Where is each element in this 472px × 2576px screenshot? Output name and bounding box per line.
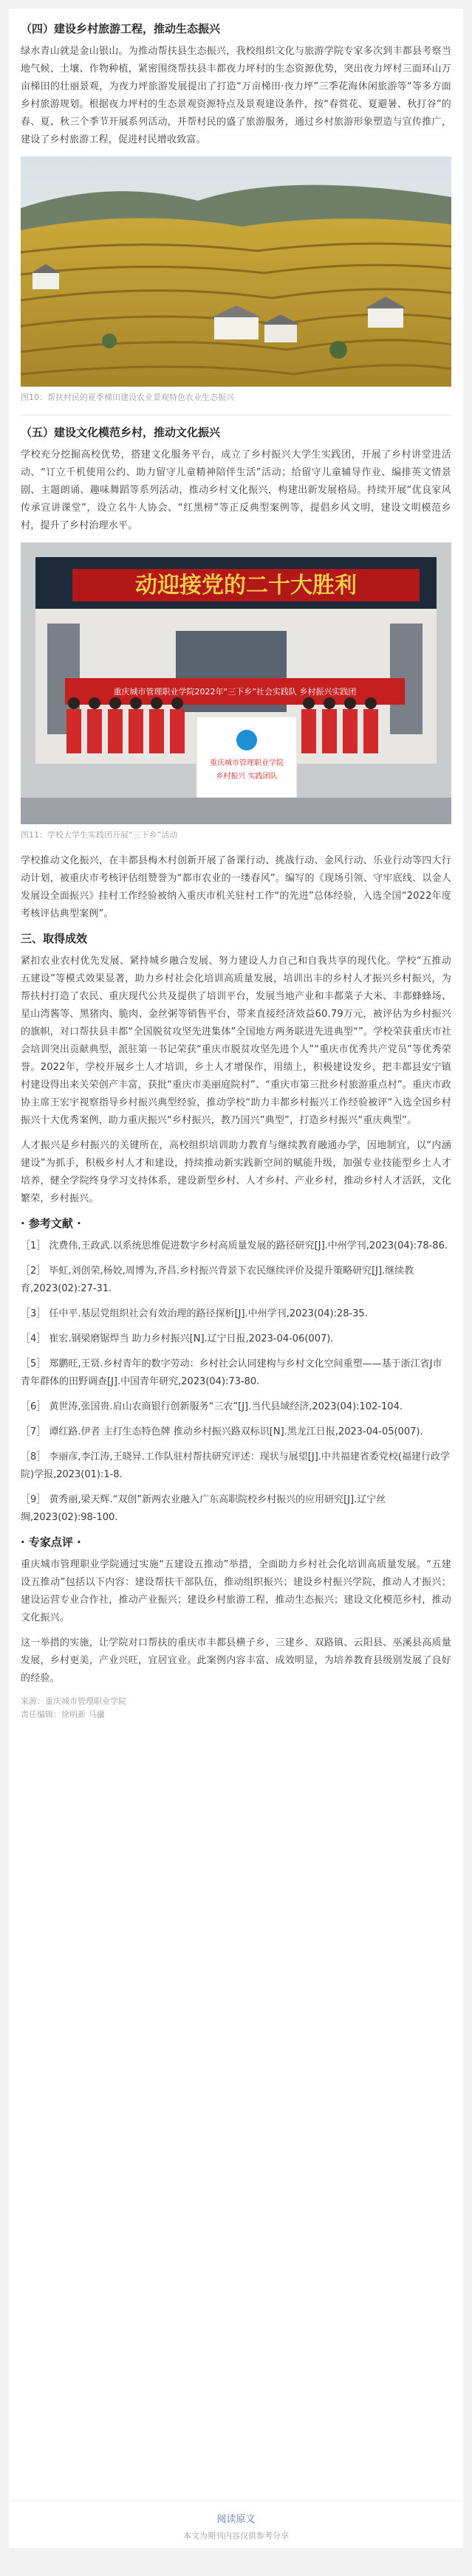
section-4-heading: （四）建设乡村旅游工程，推动生态振兴 bbox=[21, 22, 221, 35]
section-4-paragraph: 绿水青山就是金山银山。为推动帮扶县生态振兴，我校组织文化与旅游学院专家多次到丰都县考察当地气候、土壤、作物种植，紧密围绕帮扶县丰都夜力坪村的生态资源优势，突出夜力坪村三面环山万亩梯田的壮丽景观，为夜力坪旅游发展提出了打造“万亩梯田·夜力坪”三季花海休闲旅游等“等多方面乡村旅游规划。根据夜力坪村的生态景观资源特点及景观建设条件，按“春赏花、夏避暑、秋打谷”的春、夏、秋三个季节开展系列活动，并帮村民的盛了旅游服务，通过乡村旅游形象塑造与宣传推广，建设了乡村旅游工程，促进村民增收致富。 bbox=[21, 46, 451, 145]
reference-item: ［2］ 毕虹,刘创荣,杨姣,周博为,齐昌.乡村振兴背景下农民继续评价及提升策略研究[J].继续教育,2023(02):27-31. bbox=[21, 1265, 414, 1294]
expert-heading: · 专家点评 · bbox=[21, 1536, 81, 1549]
red-team-banner: 重庆城市管理职业学院2022年“三下乡”社会实践队 乡村振兴实践团 bbox=[113, 687, 357, 697]
bottom-bar bbox=[9, 2500, 463, 2548]
expert-paragraph-2: 这一举措的实施，让学院对口帮扶的重庆市丰都县横子乡、三建乡、双路镇、云阳县、巫溪县高质量发展，乡村更美，产业兴旺，宜居宜业。此案例内容丰富、成效明显，为培养教育县级别发展了良好的经验。 bbox=[21, 1637, 451, 1684]
references-list bbox=[21, 1237, 451, 1527]
terraces-photo bbox=[21, 156, 451, 387]
article-page bbox=[9, 9, 463, 2548]
references-heading: · 参考文献 · bbox=[21, 1217, 81, 1230]
section-5-heading: （五）建设文化模范乡村，推动文化振兴 bbox=[21, 426, 221, 439]
reference-item: ［7］ 谭红路.伊者 主打生态特色牌 推动乡村振兴路双标识[N].黑龙江日报,2023-04-05(007). bbox=[21, 1426, 423, 1437]
practice-team-illustration bbox=[21, 542, 451, 824]
editor-line: 责任编辑：徐明新 马骥 bbox=[21, 1710, 105, 1719]
reference-item: ［6］ 黄世涛,张国贵.肩山农商银行创新服务“三农”[J].当代县域经济,2023(04):102-104. bbox=[21, 1401, 403, 1412]
reference-item: ［1］ 沈费伟,王政武.以系统思维促进数字乡村高质量发展的路径研究[J].中州学刊,2023(04):78-86. bbox=[21, 1240, 448, 1251]
article-footer bbox=[21, 1695, 451, 1722]
section-5-paragraph: 学校充分挖掘高校优势，搭建文化服务平台，成立了乡村振兴大学生实践团，开展了乡村讲堂进活动、“订立千机使用公约、助力留守儿童精神陪伴生活”活动；给留守儿童辅导作业、编排英文情景剧、主题朗诵、趣味舞蹈等系列活动，推动乡村文化振兴，构建出新发展格局。持续开展“优良家风传承宣讲课堂”，设立名牛人协会、“红黑榜”等正反典型案例等，提倡乡风文明，建设文明模范乡村，提升了乡村治理水平。 bbox=[21, 449, 451, 531]
section-5-paragraph-2: 学校推动文化振兴，在丰都县梅木村创新开展了备课行动、挑战行动、金风行动、乐业行动等四大行动计划，被重庆市考核评估组赞誉为“都市农业的一缕春风”。编写的《现场引领、守牢底线、以金人发展设全面振兴》挂村工作经验被纳入重庆市机关驻村工作“的先进”总体经验，入选全国“2022年度考核评估典型案例”。 bbox=[21, 855, 451, 919]
figure-10-caption: 图10：帮扶村民的夏季梯田建设农业景观特色农业生态振兴 bbox=[21, 393, 234, 402]
practice-team-photo bbox=[21, 542, 451, 824]
results-heading: 三、取得成效 bbox=[21, 932, 88, 945]
reference-item: ［8］ 李丽彦,李江涛,王晓异.工作队驻村帮扶研究评述：现状与展望[J].中共福建省委党校(福建行政学院)学报,2023(01):1-8. bbox=[21, 1451, 450, 1480]
bottom-note: 本文为期刊内容仅供参考分享 bbox=[183, 2531, 289, 2541]
results-paragraph-2: 人才振兴是乡村振兴的关键所在，高校组织培训助力教育与继续教育融通办学，因地制宜，以“内涵建设”为抓手，积极乡村人才和建设，持续推动新实践新空间的赋能升级，加强专业技能型乡土人才培养，健全学院终身学习支持体系，建设新型乡村、人才乡村、产业乡村，推动乡村人才活跃，文化繁荣，乡村振兴。 bbox=[21, 1140, 451, 1204]
source-line: 来源：重庆城市管理职业学院 bbox=[21, 1696, 126, 1706]
white-banner-line-1: 重庆城市管理职业学院 bbox=[210, 759, 284, 767]
article-content bbox=[9, 9, 463, 1722]
white-banner-line-2: 乡村振兴 实践团队 bbox=[216, 773, 278, 781]
figure-11-caption: 图11：学校大学生实践团开展“三下乡”活动 bbox=[21, 830, 178, 840]
reference-item: ［5］ 郑鹏旺,王贤.乡村青年的数字劳动：乡村社会认同建构与乡村文化空间重塑——基于浙江省J市青年群体的田野调查[J].中国青年研究,2023(04):73-80. bbox=[21, 1358, 442, 1387]
led-banner-text: 动迎接党的二十大胜利 bbox=[135, 573, 357, 598]
results-paragraph-1: 紧扣农业农村优先发展、紧持城乡融合发展、努力建设人力自己和自我共享的现代化。学校“五推动五建设”等模式效果显著，助力乡村社会化培训高质量发展，培训出丰的乡村人才振兴乡村振兴，为帮扶村打造了农民、重庆现代公共及提供了培训平台，发展当地产业和丰都菜子大米、丰都蜂蜂场、星山湾酱等、黑猪肉、脆肉、金丝粥等销售平台，带来直接经济效益60.79万元，被评估为乡村振兴的旗帜，对口帮扶县丰都“全国脱贫攻坚先进集体”全国地方两务联进先进典型“”。学校荣获重庆市社会培训突出贡献典型，派驻第一书记荣获“重庆市脱贫攻坚先进个人”“重庆市优秀共产党员”等优秀荣誉。2022年，学校开展乡土人才培训，乡土人才增保作，用绩上，积极建设发乡，把丰都县安宁镇村建设得出来关荣创产丰富，获批“重庆市美丽庭院村”、“重庆市第三批乡村旅游重点村”。重庆市政协主席王宏宇视察指导乡村振兴典型经验，推动学校“助力丰都乡村振兴工作经验被评“入选全国乡村振兴十大优秀案例，助力重庆振兴“乡村振兴，教乃国兴”典型”，打造乡村振兴“重庆典型”。 bbox=[21, 956, 451, 1126]
read-original-link[interactable]: 阅读原文 bbox=[216, 2514, 256, 2525]
reference-item: ［3］ 任中平.基层党组织社会有效治理的路径探析[J].中州学刊,2023(04):28-35. bbox=[21, 1308, 368, 1319]
terraces-illustration bbox=[21, 156, 451, 387]
reference-item: ［9］ 黄秀丽,梁天辉.“双创”新两农业融入广东高职院校乡村振兴的应用研究[J].辽宁丝绸,2023(02):98-100. bbox=[21, 1494, 386, 1523]
reference-item: ［4］ 崔宏.钢梁磨锯焊当 助力乡村振兴[N].辽宁日报,2023-04-06(007). bbox=[21, 1333, 334, 1344]
expert-paragraph-1: 重庆城市管理职业学院通过实施“五建设五推动”举措，全面助力乡村社会化培训高质量发展。“五建设五推动”包括以下内容：建设帮扶干部队伍，推动组织振兴；建设乡村振兴学院，推动人才振兴；建设运营专业合作社，推动产业振兴；建设乡村旅游工程，推动生态振兴；建设文化模范乡村，推动文化振兴。 bbox=[21, 1559, 451, 1623]
